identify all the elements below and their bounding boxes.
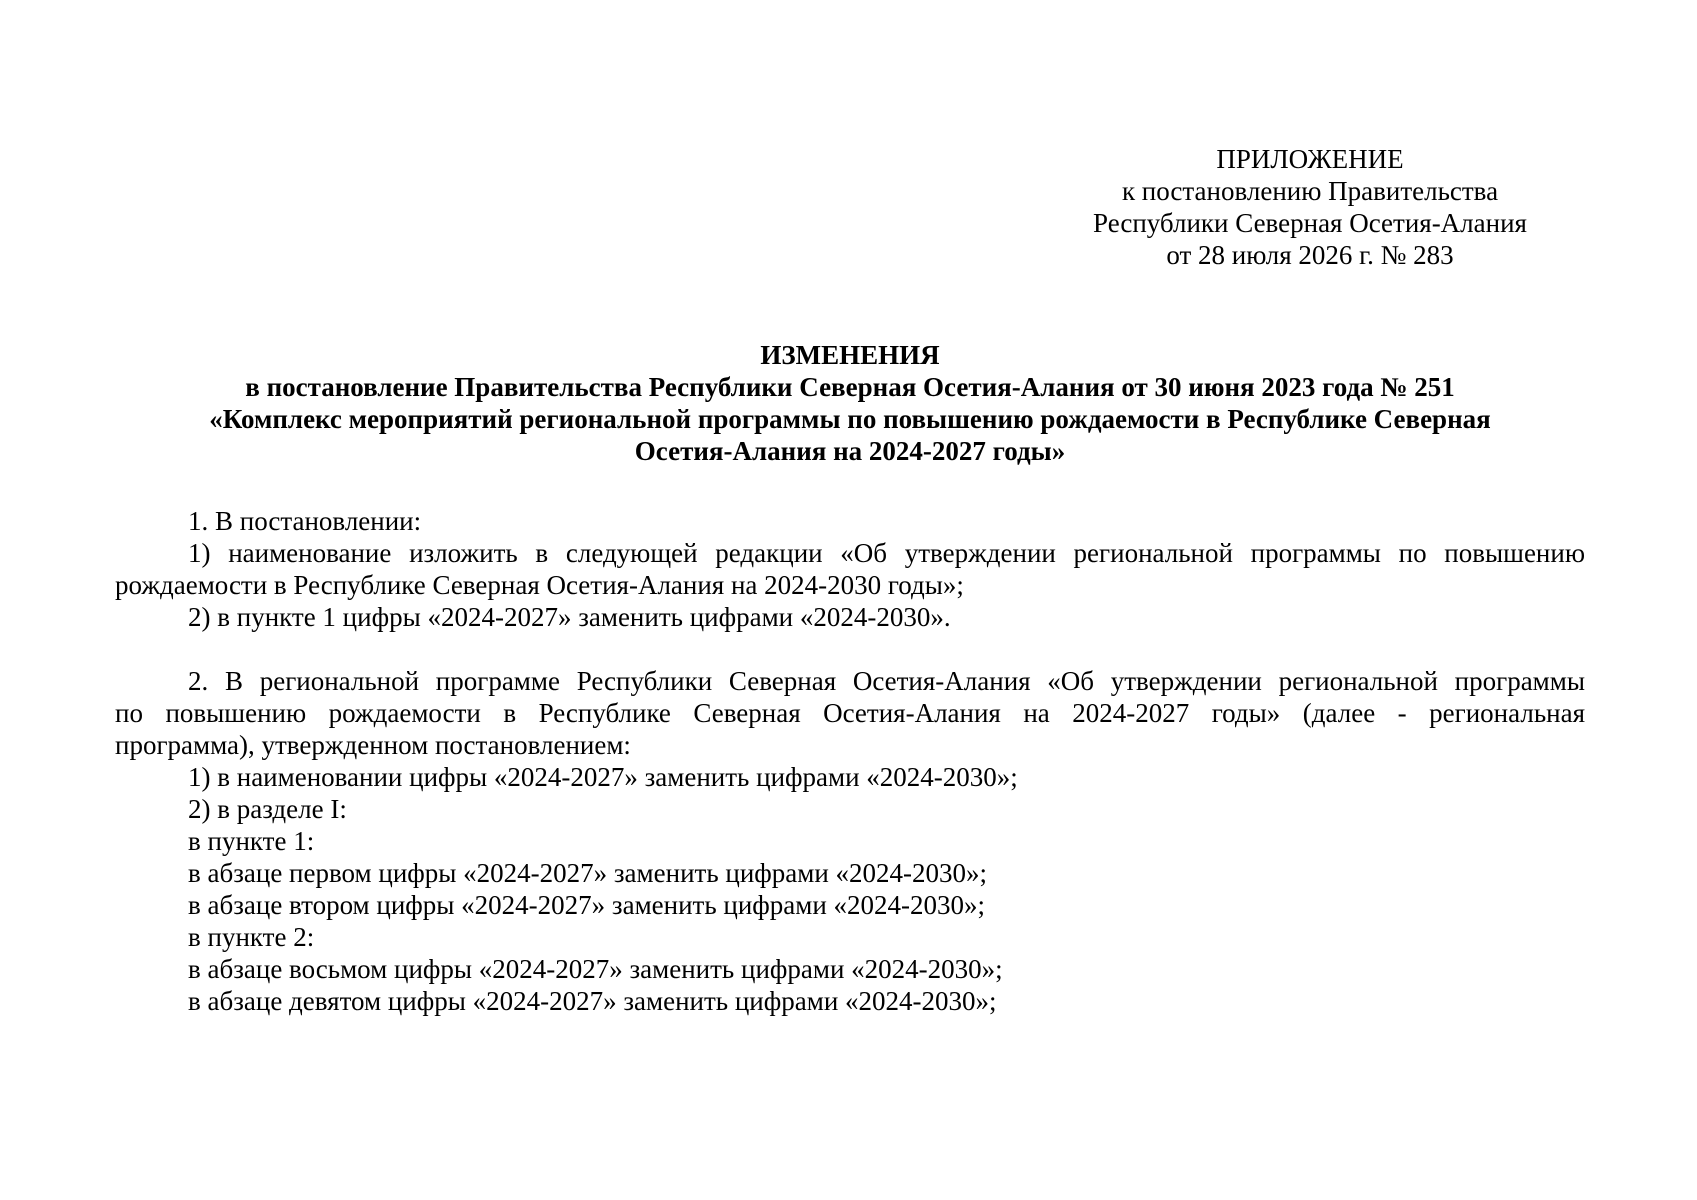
section-1-heading: 1. В постановлении:	[188, 506, 422, 536]
section-2-line: 1) в наименовании цифры «2024-2027» заменить цифрами «2024-2030»;	[188, 762, 1018, 792]
document-title	[115, 339, 1585, 467]
section-2-intro-line-2: по повышению рождаемости в Республике Северная Осетия-Алания на 2024-2027 годы» (далее - региональная	[115, 698, 1585, 728]
appendix-government: Республики Северная Осетия-Алания	[1093, 208, 1527, 238]
title-line-2: в постановление Правительства Республики Северная Осетия-Алания от 30 июня 2023 года № 251	[245, 372, 1455, 402]
title-line-3: «Комплекс мероприятий региональной программы по повышению рождаемости в Республике Северная	[209, 404, 1491, 434]
paragraph-gap	[115, 633, 1585, 665]
section-1-item-1-line-2: рождаемости в Республике Северная Осетия-Алания на 2024-2030 годы»;	[115, 570, 964, 600]
section-2-intro-line-1: 2. В региональной программе Республики Северная Осетия-Алания «Об утверждении региональной программы	[188, 666, 1585, 696]
title-line-4: Осетия-Алания на 2024-2027 годы»	[634, 436, 1066, 466]
document-body	[115, 505, 1585, 1017]
title-heading: ИЗМЕНЕНИЯ	[760, 340, 940, 370]
section-2-intro-line-3: программа), утвержденном постановлением:	[115, 730, 631, 760]
section-2-line: в пункте 2:	[188, 922, 315, 952]
appendix-header	[1040, 143, 1580, 271]
appendix-date-number: от 28 июля 2026 г. № 283	[1166, 240, 1454, 270]
section-2-line: в абзаце девятом цифры «2024-2027» заменить цифрами «2024-2030»;	[188, 986, 997, 1016]
section-1-item-1-line-1: 1) наименование изложить в следующей редакции «Об утверждении региональной программы по повышению	[188, 538, 1585, 568]
section-2-line: в пункте 1:	[188, 826, 315, 856]
section-2-line: 2) в разделе I:	[188, 794, 347, 824]
appendix-label: ПРИЛОЖЕНИЕ	[1216, 144, 1404, 174]
section-1-item-2: 2) в пункте 1 цифры «2024-2027» заменить цифрами «2024-2030».	[188, 602, 951, 632]
section-2-line: в абзаце первом цифры «2024-2027» заменить цифрами «2024-2030»;	[188, 858, 988, 888]
section-2-line: в абзаце восьмом цифры «2024-2027» заменить цифрами «2024-2030»;	[188, 954, 1003, 984]
appendix-reference: к постановлению Правительства	[1121, 176, 1499, 206]
section-2-line: в абзаце втором цифры «2024-2027» заменить цифрами «2024-2030»;	[188, 890, 986, 920]
